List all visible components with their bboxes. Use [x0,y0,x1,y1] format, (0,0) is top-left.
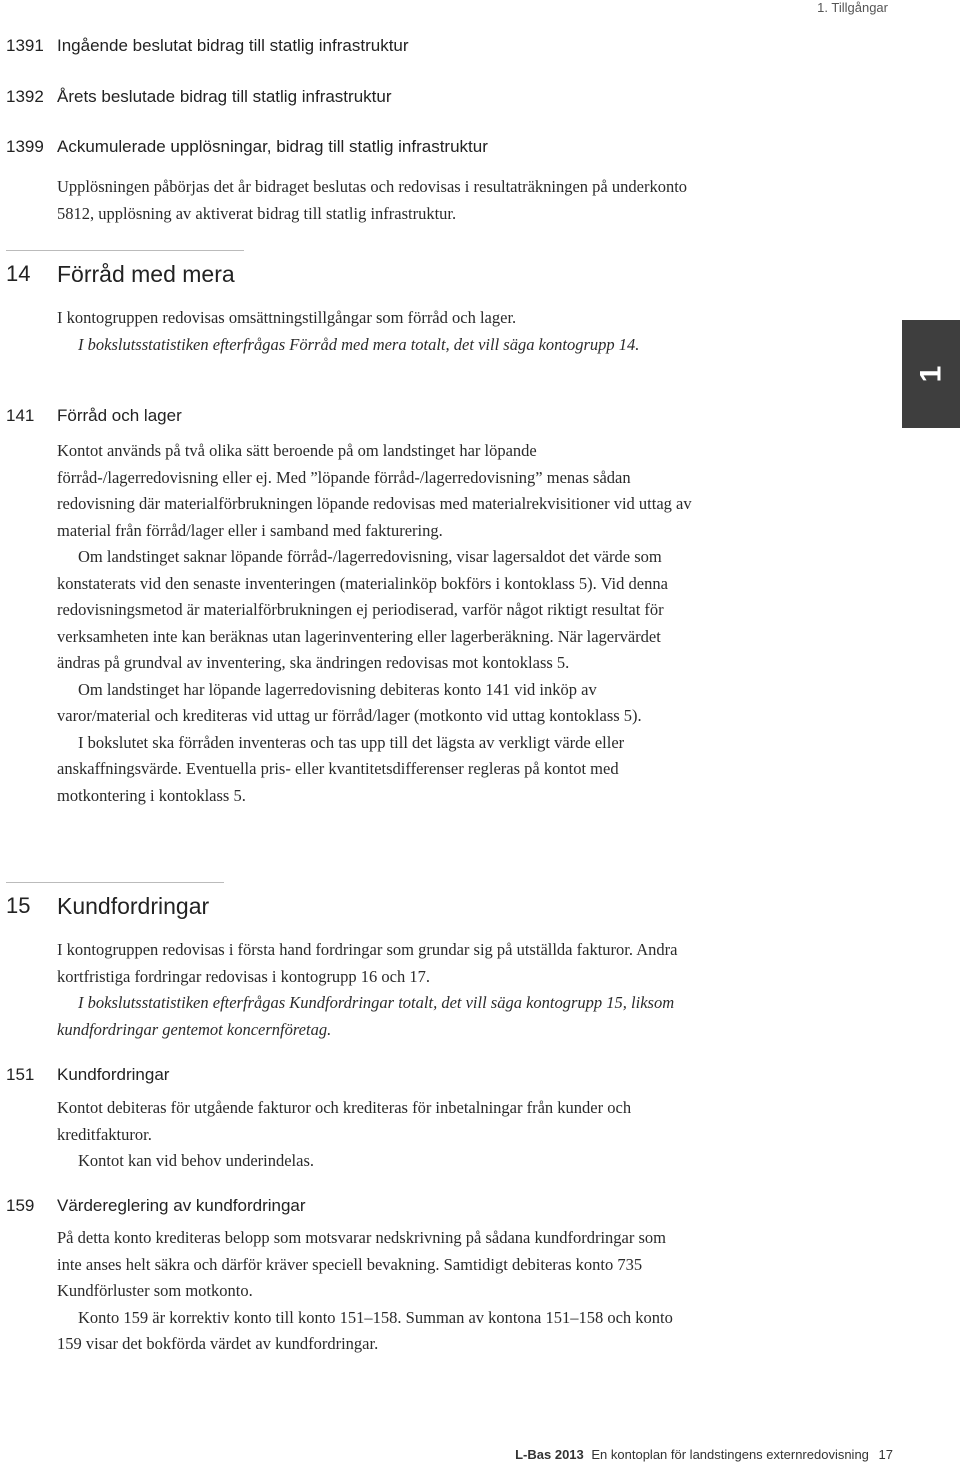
account-code-151: 151 [6,1065,35,1084]
paragraph: Om landstinget har löpande lagerredovisning debiteras konto 141 vid inköp av varor/material och krediteras vid uttag ur förråd/lager (motkonto vid uttag kontoklass 5). [57,679,642,725]
paragraph: I kontogruppen redovisas omsättningstillgångar som förråd och lager. [57,308,517,327]
account-code-1399: 1399 [6,137,44,156]
section-body-159 [57,1225,693,1358]
section-body-1399 [57,174,693,227]
paragraph: Kontot används på två olika sätt beroende på om landstinget har löpande förråd-/lagerredovisning eller ej. Med ”löpande förråd-/lagerredovisning” menas sådan redovisning där materialförbrukningen löpande redovisas med materialrekvisitioner vid uttag av material från förråd/lager eller i samband med fakturering. [57,441,692,540]
account-title-141: Förråd och lager [57,406,182,425]
statistics-note: I bokslutsstatistiken efterfrågas Kundfordringar totalt, det vill säga kontogrupp 15, liksom kundfordringar gentemot koncernföretag. [57,993,675,1039]
chapter-tab-label: 1 [914,365,947,383]
footer-brand: L-Bas 2013 [515,1447,584,1462]
account-title-1392: Årets beslutade bidrag till statlig infrastruktur [57,87,392,106]
paragraph: Konto 159 är korrektiv konto till konto 151–158. Summan av kontona 151–158 och konto 159 visar det bokförda värdet av kundfordringar. [57,1307,673,1353]
account-title-1391: Ingående beslutat bidrag till statlig infrastruktur [57,36,409,55]
group-code-14: 14 [6,261,31,286]
account-code-1391: 1391 [6,36,44,55]
chapter-tab [902,320,960,428]
account-code-159: 159 [6,1196,35,1215]
statistics-note: I bokslutsstatistiken efterfrågas Förråd med mera totalt, det vill säga kontogrupp 14. [78,334,640,354]
account-code-141: 141 [6,406,35,425]
section-body-141 [57,438,693,809]
group-title-14: Förråd med mera [57,261,235,287]
account-title-151: Kundfordringar [57,1065,170,1084]
section-body-14 [57,305,693,358]
paragraph: På detta konto krediteras belopp som motsvarar nedskrivning på sådana kundfordringar som inte anses helt säkra och därför kräver speciell bevakning. Samtidigt debiteras konto 735 Kundförluster som motkonto. [57,1228,666,1300]
page-footer [515,1447,893,1463]
account-title-159: Värdereglering av kundfordringar [57,1196,306,1215]
paragraph: I kontogruppen redovisas i första hand fordringar som grundar sig på utställda fakturor. Andra kortfristiga fordringar redovisas i kontogrupp 16 och 17. [57,940,678,986]
section-divider [6,882,224,883]
account-code-1392: 1392 [6,87,44,106]
footer-title: En kontoplan för landstingens externredovisning [591,1447,869,1462]
group-title-15: Kundfordringar [57,893,210,919]
paragraph: Kontot kan vid behov underindelas. [78,1151,314,1170]
section-body-151 [57,1095,693,1175]
page-number: 17 [878,1447,893,1462]
account-title-1399: Ackumulerade upplösningar, bidrag till statlig infrastruktur [57,137,488,156]
section-body-15 [57,937,693,1043]
paragraph: Om landstinget saknar löpande förråd-/lagerredovisning, visar lagersaldot det värde som konstaterats vid den senaste inventeringen (materialinköp bokförs i kontoklass 5). Vid denna redovisningsmetod är materialförbrukningen ej periodiserad, varför något riktigt resultat för verksamheten inte kan beräknas utan lagerinventering eller lagerberäkning. När lagervärdet ändras på grundval av inventering, ska ändringen redovisas mot kontoklass 5. [57,547,668,672]
section-divider [6,250,244,251]
running-header: 1. Tillgångar [817,0,888,15]
paragraph: Upplösningen påbörjas det år bidraget beslutas och redovisas i resultaträkningen på underkonto 5812, upplösning av aktiverat bidrag till statlig infrastruktur. [57,177,688,223]
paragraph: I bokslutet ska förråden inventeras och tas upp till det lägsta av verkligt värde eller anskaffningsvärde. Eventuella pris- eller kvantitetsdifferenser regleras på kontot med motkontering i kontoklass 5. [57,732,625,805]
group-code-15: 15 [6,893,31,918]
paragraph: Kontot debiteras för utgående fakturor och krediteras för inbetalningar från kunder och kreditfakturor. [57,1098,632,1144]
